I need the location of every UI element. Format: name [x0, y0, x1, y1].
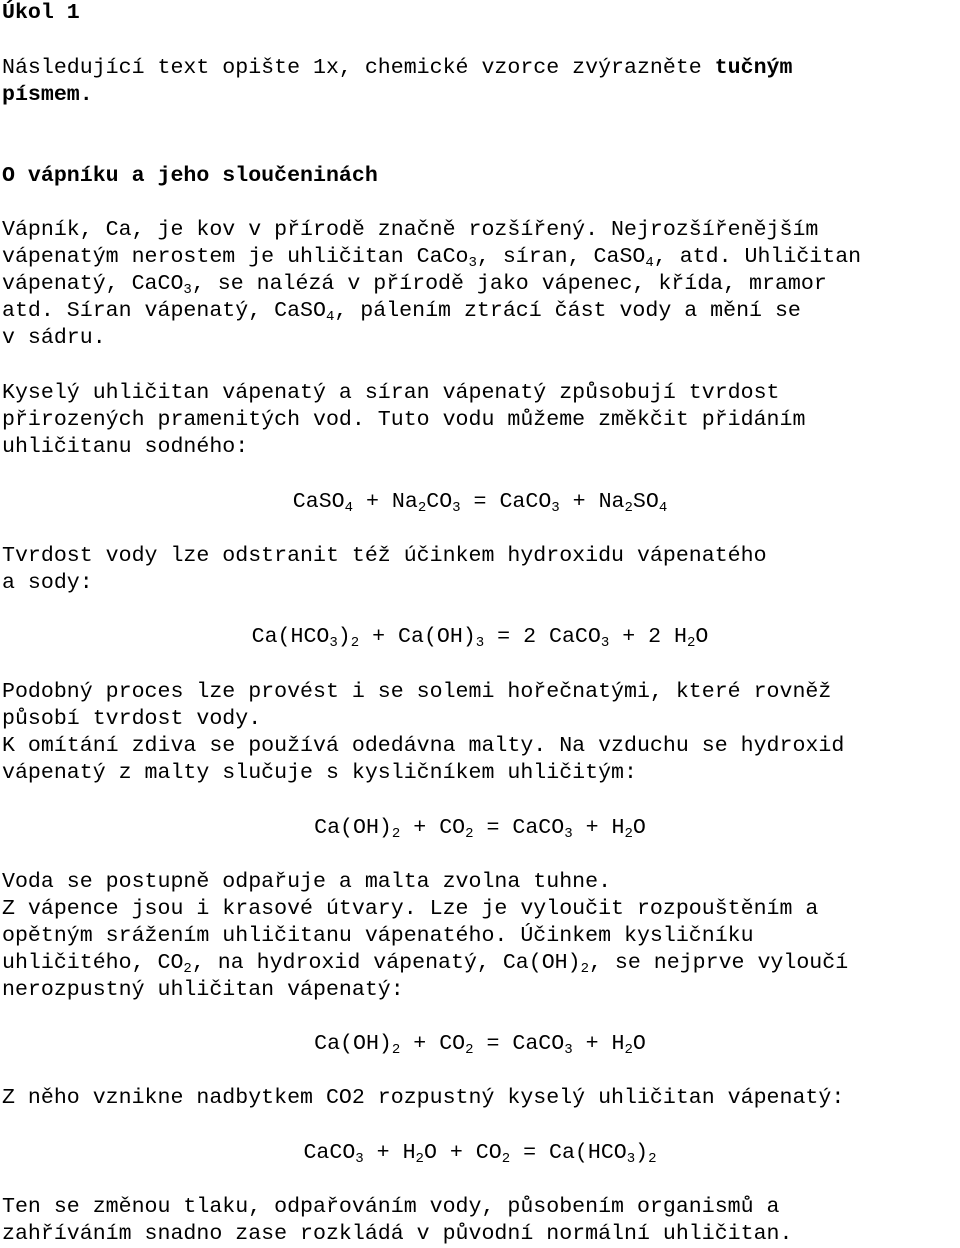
paragraph-1-line-3: vápenatý, CaCO$_3$, se nalézá v přírodě jako vápenec, křída, mramor: [2, 272, 827, 298]
equation-3: $Ca(OH)_2 + CO_2$ = CaCO$_3$ + $H_2O$: [314, 816, 646, 842]
paragraph-3-line-2: a sody:: [2, 571, 93, 595]
paragraph-4-line-1: Podobný proces lze provést i se solemi hořečnatými, které rovněž: [2, 680, 832, 704]
paragraph-4-line-4: vápenatý z malty slučuje s kysličníkem uhličitým:: [2, 761, 637, 785]
paragraph-6-line-1: Z něho vznikne nadbytkem CO2 rozpustný kyselý uhličitan vápenatý:: [2, 1086, 845, 1110]
paragraph-7-line-2: zahříváním snadno zase rozkládá v původní normální uhličitan.: [2, 1222, 793, 1246]
paragraph-3-line-1: Tvrdost vody lze odstranit též účinkem hydroxidu vápenatého: [2, 544, 767, 568]
paragraph-1-line-2: vápenatým nerostem je uhličitan CaCo$_3$, síran, CaSO$_4$, atd. Uhličitan: [2, 245, 862, 271]
section-heading: O vápníku a jeho sloučeninách: [2, 164, 378, 188]
task-instruction: [2, 55, 792, 82]
paragraph-5-line-4: uhličitého, $CO_2$, na hydroxid vápenatý, $Ca(OH)_2$, se nejprve vyloučí: [2, 951, 849, 977]
paragraph-5-line-1: Voda se postupně odpařuje a malta zvolna tuhne.: [2, 870, 612, 894]
paragraph-2-line-3: uhličitanu sodného:: [2, 435, 249, 459]
paragraph-2-line-2: přirozených pramenitých vod. Tuto vodu můžeme změkčit přidáním: [2, 408, 806, 432]
equation-4: $Ca(OH)_2 + CO_2$ = CaCO$_3$ + $H_2O$: [314, 1032, 646, 1058]
paragraph-7-line-1: Ten se změnou tlaku, odpařováním vody, působením organismů a: [2, 1195, 780, 1219]
paragraph-4-line-3: K omítání zdiva se používá odedávna malty. Na vzduchu se hydroxid: [2, 734, 845, 758]
equation-1: CaSO$_4$ + $Na_2CO_3$ = CaCO$_3$ + $Na_2SO_4$: [292, 490, 668, 516]
equation-5: CaCO$_3$ + $H_2O + CO_2 = Ca(HCO_3)_2$: [303, 1141, 657, 1167]
paragraph-1-line-4: atd. Síran vápenatý, CaSO$_4$, pálením ztrácí část vody a mění se: [2, 299, 801, 325]
paragraph-1-line-5: v sádru.: [2, 326, 106, 350]
paragraph-5-line-5: nerozpustný uhličitan vápenatý:: [2, 978, 404, 1002]
paragraph-5-line-3: opětným srážením uhličitanu vápenatého. Účinkem kysličníku: [2, 924, 754, 948]
instruction-bold-continuation: písmem.: [2, 83, 93, 107]
instruction-text: Následující text opište 1x, chemické vzorce zvýrazněte: [2, 56, 715, 80]
paragraph-1-line-1: Vápník, Ca, je kov v přírodě značně rozšířený. Nejrozšířenějším: [2, 218, 819, 242]
equation-2: $Ca(HCO_3)_2 + Ca(OH)_3 = 2$ CaCO$_3$ + 2 $H_2O$: [251, 625, 709, 651]
paragraph-2-line-1: Kyselý uhličitan vápenatý a síran vápenatý způsobují tvrdost: [2, 381, 780, 405]
task-title: Úkol 1: [2, 1, 80, 25]
paragraph-4-line-2: působí tvrdost vody.: [2, 707, 262, 731]
instruction-bold-word: tučným: [714, 56, 793, 80]
paragraph-5-line-2: Z vápence jsou i krasové útvary. Lze je vyloučit rozpouštěním a: [2, 897, 819, 921]
